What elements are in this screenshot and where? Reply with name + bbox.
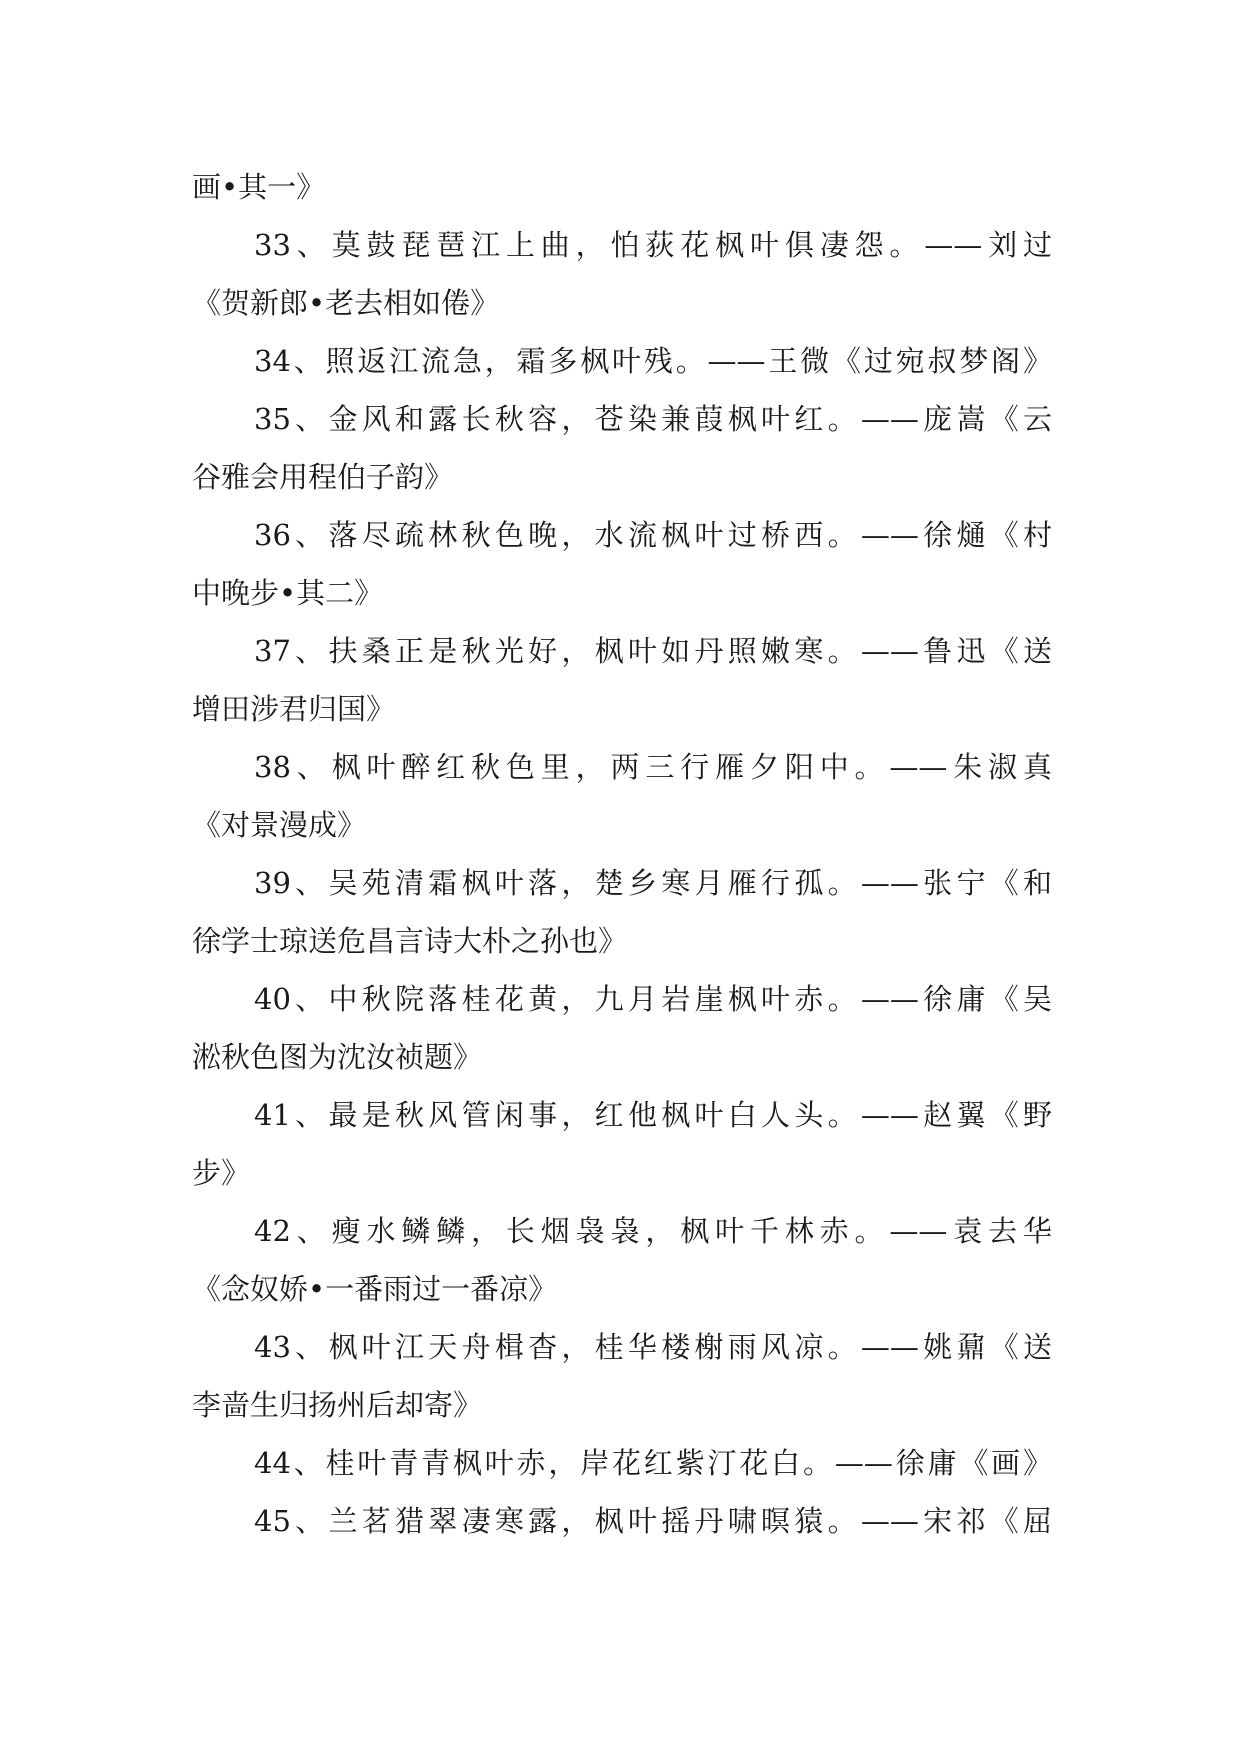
text-line: 《对景漫成》 [192, 808, 367, 842]
text-line: 38、枫叶醉红秋色里，两三行雁夕阳中。——朱淑真 [254, 750, 1052, 784]
text-line: 44、桂叶青青枫叶赤，岸花红紫汀花白。——徐庸《画》 [254, 1446, 1052, 1480]
text-line: 中晚步•其二》 [192, 576, 384, 610]
text-line: 35、金风和露长秋容，苍染兼葭枫叶红。——庞嵩《云 [254, 402, 1052, 436]
text-line: 增田涉君归国》 [192, 692, 396, 726]
text-line: 李啬生归扬州后却寄》 [192, 1388, 483, 1422]
text-line: 《念奴娇•一番雨过一番凉》 [192, 1272, 558, 1306]
text-line: 淞秋色图为沈汝祯题》 [192, 1040, 483, 1074]
text-line: 40、中秋院落桂花黄，九月岩崖枫叶赤。——徐庸《吴 [254, 982, 1052, 1016]
text-line: 33、莫鼓琵琶江上曲，怕荻花枫叶俱凄怨。——刘过 [254, 228, 1052, 262]
text-line: 41、最是秋风管闲事，红他枫叶白人头。——赵翼《野 [254, 1098, 1052, 1132]
text-line: 39、吴苑清霜枫叶落，楚乡寒月雁行孤。——张宁《和 [254, 866, 1052, 900]
text-line: 谷雅会用程伯子韵》 [192, 460, 454, 494]
text-line: 《贺新郎•老去相如倦》 [192, 286, 500, 320]
text-line: 43、枫叶江天舟楫杳，桂华楼榭雨风凉。——姚鼐《送 [254, 1330, 1052, 1364]
poem-list [192, 158, 1052, 1550]
text-line: 37、扶桑正是秋光好，枫叶如丹照嫩寒。——鲁迅《送 [254, 634, 1052, 668]
text-line: 34、照返江流急，霜多枫叶残。——王微《过宛叔梦阁》 [254, 344, 1052, 378]
text-line: 42、瘦水鳞鳞，长烟袅袅，枫叶千林赤。——袁去华 [254, 1214, 1052, 1248]
text-line: 徐学士琼送危昌言诗大朴之孙也》 [192, 924, 628, 958]
text-line: 步》 [192, 1156, 251, 1190]
text-line: 36、落尽疏林秋色晚，水流枫叶过桥西。——徐熥《村 [254, 518, 1052, 552]
text-line: 45、兰茗猎翠凄寒露，枫叶摇丹啸暝猿。——宋祁《屈 [254, 1504, 1052, 1538]
text-line: 画•其一》 [192, 170, 326, 204]
